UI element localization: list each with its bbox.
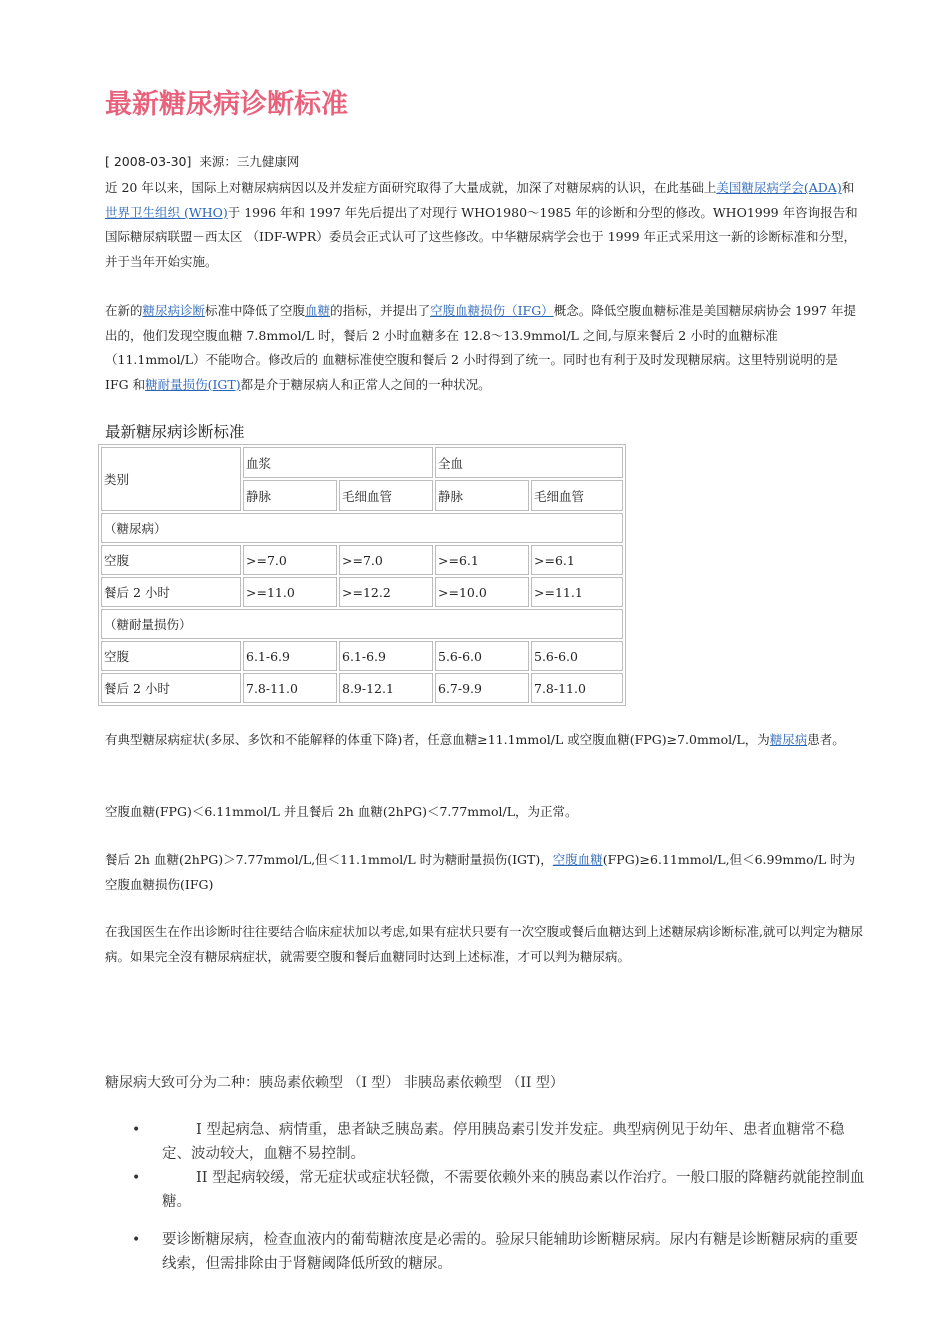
p2-text-3: 的指标，并提出了 (330, 303, 431, 318)
list-item (105, 1166, 865, 1214)
criteria-paragraph (105, 299, 865, 397)
table-cell: >=11.0 (243, 577, 337, 607)
p5-text-1: 餐后 2h 血糖(2hPG)＞7.77mmol/L,但＜11.1mmol/L 时为糖耐量损伤(IGT)， (105, 852, 553, 867)
row-label: 空腹 (101, 641, 241, 671)
table-cell: 6.7-9.9 (435, 673, 529, 703)
group-igt: （糖耐量损伤） (101, 609, 623, 639)
p2-text-2: 标准中降低了空腹 (205, 303, 306, 318)
diagnosis-criteria-table (98, 444, 626, 706)
normal-paragraph: 空腹血糖(FPG)＜6.11mmol/L 并且餐后 2h 血糖(2hPG)＜7.77mmol/L，为正常。 (105, 804, 578, 819)
list-item (105, 1118, 865, 1166)
p2-text-1: 在新的 (105, 303, 143, 318)
ada-link[interactable]: 美国糖尿病学会(ADA) (716, 180, 842, 195)
source-label: 来源：三九健康网 (199, 154, 300, 169)
p3-text-2: 患者。 (807, 732, 845, 747)
intro-text-2: 和 (841, 180, 855, 195)
diabetes-diagnosis-link[interactable]: 糖尿病诊断 (142, 303, 206, 318)
venous-header: 静脉 (435, 480, 529, 511)
p2-text-5: 都是介于糖尿病人和正常人之间的一种状况。 (240, 376, 491, 392)
intro-text-1: 近 20 年以来，国际上对糖尿病病因以及并发症方面研究取得了大量成就，加深了对糖尿病的认识，在此基础上 (105, 180, 717, 195)
table-row (101, 545, 623, 575)
igt-paragraph (105, 848, 865, 897)
row-label: 餐后 2 小时 (101, 673, 241, 703)
bullet-icon: • (132, 1122, 141, 1138)
table-header-row (101, 447, 623, 478)
table-cell: >=7.0 (243, 545, 337, 575)
table-row (101, 673, 623, 703)
row-label: 空腹 (101, 545, 241, 575)
table-cell: >=10.0 (435, 577, 529, 607)
table-cell: >=6.1 (435, 545, 529, 575)
whole-blood-header: 全血 (435, 447, 623, 478)
plasma-header: 血浆 (243, 447, 433, 478)
table-row (101, 641, 623, 671)
table-group-row (101, 609, 623, 639)
intro-paragraph (105, 176, 865, 274)
table-cell: 7.8-11.0 (243, 673, 337, 703)
publish-date: [ 2008-03-30] (105, 154, 192, 169)
capillary-header: 毛细血管 (531, 480, 623, 511)
ifg-link[interactable]: 空腹血糖损伤（IFG） (430, 303, 554, 318)
venous-header: 静脉 (243, 480, 337, 511)
list-item-text: I 型起病急、病情重，患者缺乏胰岛素。停用胰岛素引发并发症。典型病例见于幼年、患者血糖常不稳定、波动较大，血糖不易控制。 (162, 1122, 845, 1162)
types-heading: 糖尿病大致可分为二种：胰岛素依赖型 （I 型） 非胰岛素依赖型 （II 型） (105, 1075, 564, 1091)
clinical-paragraph: 在我国医生在作出诊断时往往要结合临床症状加以考虑,如果有症状只要有一次空腹或餐后血糖达到上述糖尿病诊断标准,就可以判定为糖尿病。如果完全沒有糖尿病症状，就需要空腹和餐后血糖同时达到上述标准，才可以判为糖尿病。 (105, 924, 863, 964)
blood-sugar-link[interactable]: 血糖 (305, 303, 331, 318)
symptom-paragraph (105, 728, 865, 753)
table-cell: >=6.1 (531, 545, 623, 575)
table-cell: 8.9-12.1 (339, 673, 433, 703)
category-header: 类别 (101, 447, 241, 511)
table-caption: 最新糖尿病诊断标准 (105, 423, 245, 441)
table-cell: >=7.0 (339, 545, 433, 575)
intro-text-3: 于 1996 年和 1997 年先后提出了对现行 WHO1980～1985 年的诊断和分型的修改。WHO1999 年咨询报告和国际糖尿病联盟－西太区 （IDF-WPR）委员会正式认可了这些修改。中华糖尿病学会也于 1999 年正式采用这一新的诊断标准和分型，并于当年开始实施。 (105, 204, 858, 269)
p3-text-1: 有典型糖尿病症状(多尿、多饮和不能解释的体重下降)者，任意血糖≥11.1mmol/L 或空腹血糖(FPG)≥7.0mmol/L，为 (105, 732, 770, 747)
row-label: 餐后 2 小时 (101, 577, 241, 607)
p5-text-2: (FPG)≥6.11mmol/L,但＜6.99mmo/L 时为空腹血糖损伤(IFG) (105, 852, 856, 892)
table-cell: 7.8-11.0 (531, 673, 623, 703)
table-cell: 5.6-6.0 (531, 641, 623, 671)
bullet-icon: • (132, 1232, 141, 1248)
list-item-text: 要诊断糖尿病，检查血液内的葡萄糖浓度是必需的。验尿只能辅助诊断糖尿病。尿内有糖是诊断糖尿病的重要线索，但需排除由于肾糖阈降低所致的糖尿。 (162, 1232, 858, 1272)
capillary-header: 毛细血管 (339, 480, 433, 511)
list-item-text: II 型起病较缓，常无症状或症状轻微，不需要依赖外来的胰岛素以作治疗。一般口服的降糖药就能控制血糖。 (162, 1170, 865, 1210)
table-cell: 6.1-6.9 (339, 641, 433, 671)
bullet-icon: • (132, 1170, 141, 1186)
p2-text-4: 概念。降低空腹血糖标准是美国糖尿病协会 1997 年提出的，他们发现空腹血糖 7.8mmol/L 时，餐后 2 小时血糖多在 12.8～13.9mmol/L 之间,与原来餐后 2 小时的血糖标准（11.1mmol/L）不能吻合。修改后的 血糖标准使空腹和餐后 2 小时得到了统一。同时也有利于及时发现糖尿病。这里特别说明的是 IFG 和 (105, 303, 856, 392)
article-meta (105, 152, 299, 170)
table-cell: >=11.1 (531, 577, 623, 607)
types-list (105, 1118, 865, 1276)
table-row (101, 577, 623, 607)
table-cell: 5.6-6.0 (435, 641, 529, 671)
list-item (105, 1228, 865, 1276)
table-group-row (101, 513, 623, 543)
fasting-glucose-link[interactable]: 空腹血糖 (552, 852, 603, 867)
group-diabetes: （糖尿病） (101, 513, 623, 543)
table-cell: 6.1-6.9 (243, 641, 337, 671)
table-cell: >=12.2 (339, 577, 433, 607)
diabetes-link[interactable]: 糖尿病 (769, 732, 808, 747)
igt-link[interactable]: 糖耐量损伤(IGT) (145, 376, 241, 392)
who-link[interactable]: 世界卫生组织 (WHO) (105, 204, 228, 220)
page-title: 最新糖尿病诊断标准 (105, 89, 348, 120)
